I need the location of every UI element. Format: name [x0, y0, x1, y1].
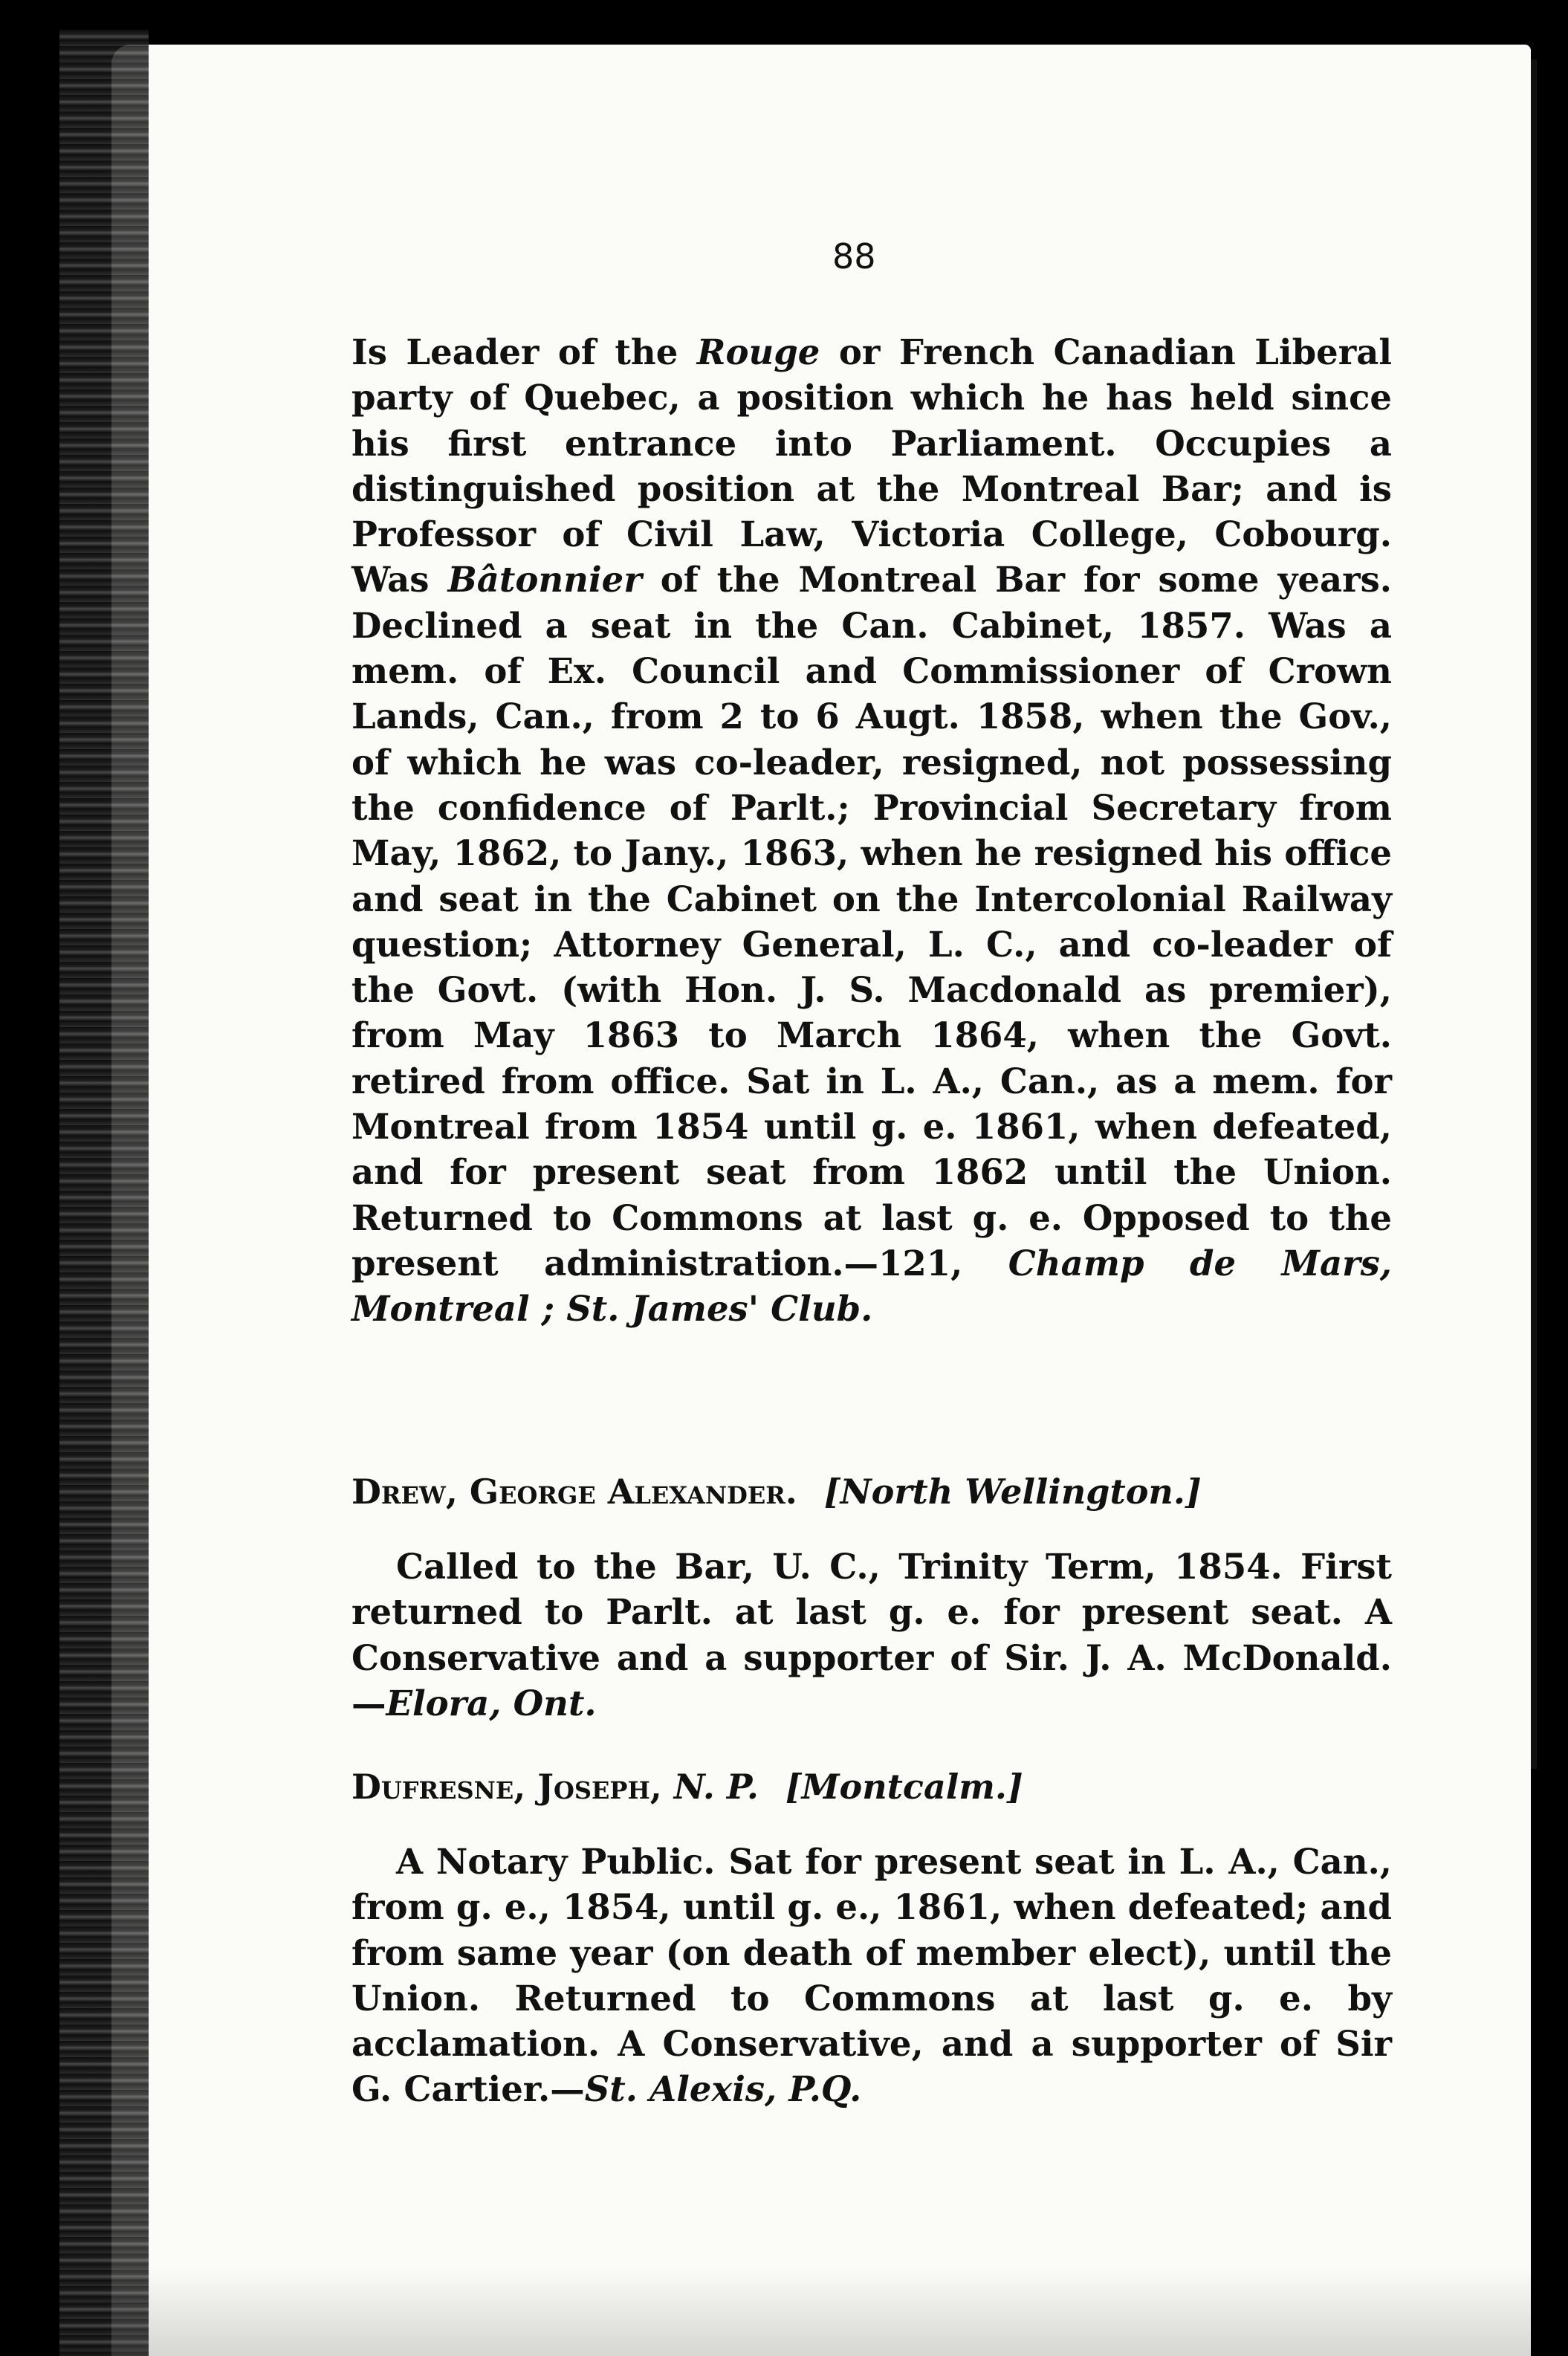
entry-riding: [North Wellington.] — [823, 1472, 1202, 1512]
entry-heading — [351, 1764, 1392, 1809]
page-number: 88 — [832, 236, 876, 276]
entry-drew — [351, 1469, 1392, 1726]
entry-address: Elora, Ont. — [386, 1682, 597, 1724]
entry-dufresne — [351, 1764, 1392, 2112]
entry-body — [351, 329, 1392, 1332]
entry-title: N. P. — [673, 1767, 759, 1807]
entry-body — [351, 1839, 1392, 2112]
page-shadow — [111, 2267, 1531, 2356]
entry-name: Drew, George Alexander. — [351, 1472, 797, 1512]
book-binding-edge — [59, 30, 149, 2356]
entry-address: Champ de Mars, Montreal ; St. James' Club. — [351, 1242, 1392, 1330]
entry-text: Is Leader of the — [351, 331, 697, 372]
entry-text: Called to the Bar, U. C., Trinity Term, 1854. First returned to Parlt. at last g. e. for present seat. A Conservative and a supporter of Sir. J. A. McDonald.— — [351, 1546, 1392, 1724]
entry-text: or French Canadian Liberal party of Quebec, a position which he has held since his first entrance into Parliament. Occupies a distinguished position at the Montreal Bar; and is Professor of Civil Law, Victoria College, Cobourg. Was — [351, 331, 1392, 601]
entry-text-italic: Rouge — [696, 331, 820, 372]
entry-address: St. Alexis, P.Q. — [584, 2068, 862, 2110]
entry-name: Dufresne, Joseph, — [351, 1767, 662, 1807]
entry-body — [351, 1544, 1392, 1726]
page-edge-rule — [1531, 59, 1537, 1769]
entry-text: of the Montreal Bar for some years. Declined a seat in the Can. Cabinet, 1857. Was a mem. of Ex. Council and Commissioner of Crown Lands, Can., from 2 to 6 Augt. 1858, when the Gov., of which he was co-leader, resigned, not possessing the confidence of Parlt.; Provincial Secretary from May, 1862, to Jany., 1863, when he resigned his office and seat in the Cabinet on the Intercolonial Railway question; Attorney General, L. C., and co-leader of the Govt. (with Hon. J. S. Macdonald as premier), from May 1863 to March 1864, when the Govt. retired from office. Sat in L. A., Can., as a mem. for Montreal from 1854 until g. e. 1861, when defeated, and for present seat from 1862 until the Union. Returned to Commons at last g. e. Opposed to the present administration.—121, — [351, 559, 1392, 1284]
scan-border — [1537, 0, 1568, 2356]
entry-continued — [351, 329, 1392, 1332]
entry-heading — [351, 1469, 1392, 1514]
entry-text: A Notary Public. Sat for present seat in L. A., Can., from g. e., 1854, until g. e., 1861, when defeated; and from same year (on death of member elect), until the Union. Returned to Commons at last g. e. by acclamation. A Conservative, and a supporter of Sir G. Cartier.— — [351, 1841, 1392, 2110]
entry-text-italic: Bâtonnier — [447, 559, 642, 601]
entry-riding: [Montcalm.] — [785, 1767, 1023, 1807]
